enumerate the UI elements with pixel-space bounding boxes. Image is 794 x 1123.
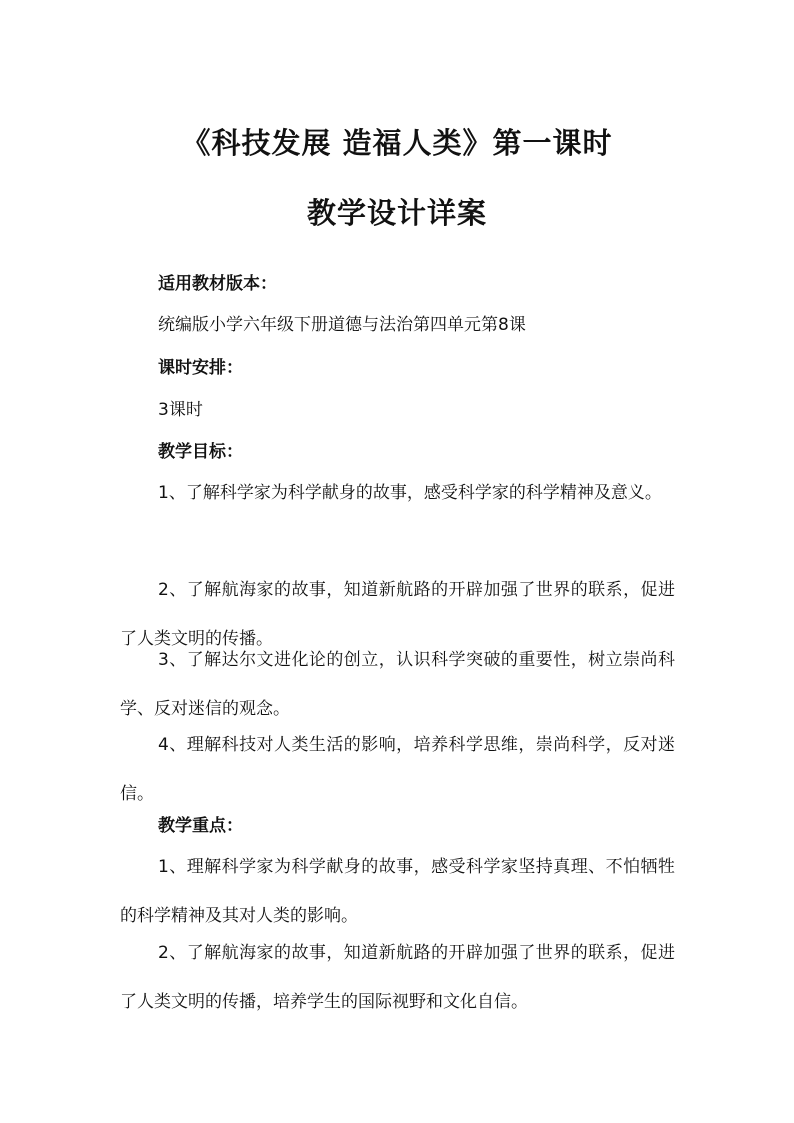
document-title-line2: 教学设计详案 xyxy=(306,196,487,230)
key-point-item-2: 2、了解航海家的故事，知道新航路的开辟加强了世界的联系，促进了人类文明的传播，培养学生的国际视野和文化自信。 xyxy=(120,943,675,1012)
document-title-line1: 《科技发展 造福人类》第一课时 xyxy=(181,126,613,160)
schedule-heading: 课时安排： xyxy=(158,358,243,378)
objective-item-4: 4、理解科技对人类生活的影响，培养科学思维，崇尚科学，反对迷信。 xyxy=(120,735,675,804)
objective-item-2: 2、了解航海家的故事，知道新航路的开辟加强了世界的联系，促进了人类文明的传播。 xyxy=(120,580,675,649)
objective-item-3: 3、了解达尔文进化论的创立，认识科学突破的重要性，树立崇尚科学、反对迷信的观念。 xyxy=(120,650,675,719)
key-points-heading: 教学重点： xyxy=(158,816,243,836)
textbook-heading: 适用教材版本： xyxy=(158,274,277,294)
objective-item-1: 1、了解科学家为科学献身的故事，感受科学家的科学精神及意义。 xyxy=(158,483,662,503)
schedule-value: 3课时 xyxy=(158,400,203,420)
objectives-heading: 教学目标： xyxy=(158,442,243,462)
key-point-item-1: 1、理解科学家为科学献身的故事，感受科学家坚持真理、不怕牺牲的科学精神及其对人类的影响。 xyxy=(120,857,675,926)
textbook-value: 统编版小学六年级下册道德与法治第四单元第8课 xyxy=(158,315,526,335)
